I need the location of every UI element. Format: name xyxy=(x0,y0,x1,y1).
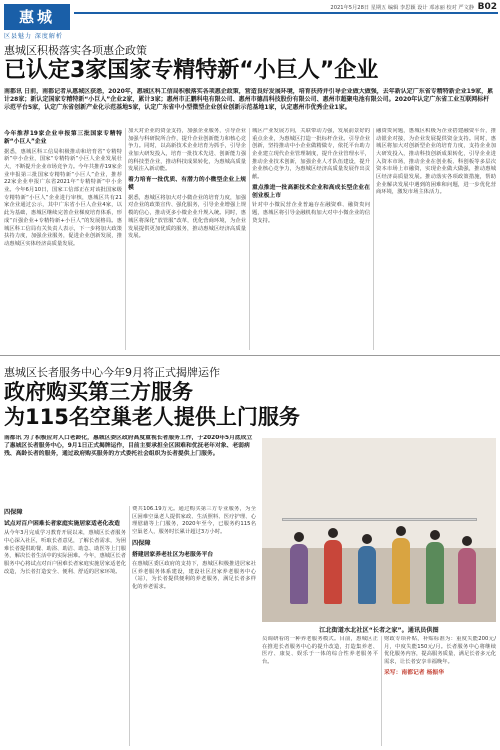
story2-col3-body: 员调研看的一种养老服务模式。目前，惠城区正在推进长者服务中心的提升改造，打造集养老、医疗、康复、娱乐于一体的综合性养老服务平台。 xyxy=(262,636,378,666)
story2-lead: 南都讯 为了积极应对人口老龄化，惠城区委区政府高度重视长者服务工作，于2020年5月底成立了惠城区长者服务中心，9月1日正式揭牌运作，目前主要承担全区困难和优抚老年对象、老弱病残、高龄长者的服务，通过政府购买服务的方式委托社会组织为长者提供上门服务。 xyxy=(4,435,253,457)
story2-kicker: 惠城区长者服务中心今年9月将正式揭牌运作 xyxy=(4,366,220,379)
story2-subhead2b: 搭建居家养老社区为老服务平台 xyxy=(132,551,214,558)
story2-col2 xyxy=(132,506,256,746)
section-logo: 惠城 xyxy=(4,4,70,30)
story1-headline: 已认定3家国家专精特新“小巨人”企业 xyxy=(4,58,379,83)
story1-col4 xyxy=(376,128,496,350)
story2-headline-line2: 为115名空巢老人提供上门服务 xyxy=(4,405,300,429)
byline: 采写：南都记者 杨振华 xyxy=(384,669,444,676)
story1-col2 xyxy=(128,128,246,350)
section-tagline: 区县魅力 深度解析 xyxy=(4,33,63,40)
story1-subhead2: 着力培育一批优质、有潜力的小微型企业上规模 xyxy=(128,177,246,192)
story1-subhead1: 今年推荐19家企业申报第三批国家专精特新“小巨人”企业 xyxy=(4,131,122,146)
story2-col2-body: 费共106.19万元。通过购买第三方专业服务，为全区困难空巢老人提供家政、生活照料、医疗护理、心理慰藉等上门服务，2020年至今，已服务约115名空巢老人，服务时长累计超过3万小时。 xyxy=(132,506,256,536)
story2-subhead2: 四保障 xyxy=(132,539,151,547)
masthead xyxy=(0,0,500,40)
story2-col4-body: 财政专项补贴，补贴标准为：重度失能200元/月，中度失能150元/月。长者服务中心将继续优化服务内容，提高服务质量，满足长者多元化需求，让长者安享幸福晚年。 xyxy=(384,636,496,666)
story1-subhead3: 重点推进一批高新技术企业和高成长型企业在创业板上市 xyxy=(252,184,370,200)
story1-kicker: 惠城区积极落实各项惠企政策 xyxy=(4,44,147,57)
issue-meta: 2021年5月28日 星期五 编辑 李思颖 设计 邓冰丽 校对 严文静 xyxy=(330,5,474,11)
page-number: B02 xyxy=(477,2,497,12)
story1-col3b-body: 针对中小微民营企业普遍存在融资难、融资贵问题，惠城区将引导金融机构加大对中小微企业的信贷支持。 xyxy=(252,202,370,224)
column-divider xyxy=(373,128,374,350)
story-separator xyxy=(0,355,500,356)
story2-col4 xyxy=(384,636,496,746)
story1-col3-body: 城区产业发展方向，关联带动力强，发展前景好的重点企业，为惠城区打造一批标杆企业。引导企业创新，坚持推动中小企业做精做专，依托平台助力企业建立现代企业管理制度，提升企业管理水平，推动企业技术创新，加强企业人才队伍建设，提升企业核心竞争力，为惠城区经济高质量发展作出贡献。 xyxy=(252,128,370,181)
elderly-activity-photo xyxy=(262,438,496,622)
story2-col1 xyxy=(4,506,126,746)
story1-col1-body: 据悉，惠城区科工信局积极推动和培育省“专精特新”中小企业，国家“专精特新”小巨人企业发展壮大，不断提升企业市场竞争力。今年共推荐19家企业申报第三批国家专精特新“小巨人”企业，推荐22家企业申报广东省2021年“专精特新”中小企业。今年6月10日，国家工信部正在对该批国家级专精特新“小巨人”企业进行审核，惠城区共有21家企业通过公示，其中广东省小巨人企业4家，以此为基础，惠城区继续完善企业梯度培育体系，形成“百强企业+专精特新+小巨人”的发展格局。惠城区科工信局有关负责人表示，下一步将加大政策扶持力度，加强企业服务，促进企业创新发展，推动惠城区实体经济高质量发展。 xyxy=(4,148,122,247)
story1-col2b-body: 据悉，惠城区将加大对小微企业的培育力度，加强对企业的政策宣传、强化服务，引导企业增强上规模的信心，推动更多小微企业升规入统。同时，惠城区将深化“放管服”改革，优化营商环境，为企业发展提供更加优质的服务，推动惠城区经济高质量发展。 xyxy=(128,194,246,240)
column-divider xyxy=(125,128,126,350)
column-divider xyxy=(249,128,250,350)
story1-col1 xyxy=(4,128,122,350)
story1-col3 xyxy=(252,128,370,350)
story2-col1-body: 从今年3月完成学习教育开展以来，惠城区长者服务中心深入社区，听取长者意见，了解长者需求，为困难长者提供助餐、助浴、助洁、助急、助医等上门服务，解决长者生活中的实际困难。今年，惠城区长者服务中心将试点对百户困难长者家庭实施居家适老化改造，为长者打造安全、便利、舒适的居家环境。 xyxy=(4,530,126,575)
story2-subhead1: 四保障 xyxy=(4,509,23,516)
handrail xyxy=(282,518,477,521)
story1-col4-body: 融资贵问题，惠城区积极为企业搭建融资平台，推动银企对接，为企业发展提供资金支持。同时，惠城区将加大对创新型企业的培育力度，支持企业加大研发投入，推动科技创新成果转化，引导企业进入资本市场，推动企业在创业板、科创板等多层次资本市场上市融资，实现企业做大做强，推动惠城区经济高质量发展。推动落实各项政策措施，帮助企业解决发展中遇到的困难和问题，进一步优化营商环境，激发市场主体活力。 xyxy=(376,128,496,196)
header-rule xyxy=(74,12,498,14)
photo-caption: 江北街道水北社区“长者之家”。通讯员供图 xyxy=(319,627,439,634)
column-divider xyxy=(381,636,382,746)
story2-subhead1b: 试点对百户困难长者家庭实施居家适老化改造 xyxy=(4,520,120,527)
story1-lead: 南都讯 日前，南都记者从惠城区获悉，2020年，惠城区科工信局积极落实各项惠企政策，营造良好发展环境，培育扶持并引导企业做大做强，去年新认定广东省专精特新企业19家，累计28家；新认定国家专精特新“小巨人”企业2家，累计3家；惠州市正鹏科电有限公司、惠州市德昌科技股份有限公司、惠州市超聚电池有限公司。2020年认定广东省工业互联网标杆示范平台5家，认定广东省创新产业化示范基地5家，认定广东省中小型微型企业创业创新示范基地1家，认定惠州市优秀企业1家。 xyxy=(4,88,494,112)
story2-col3 xyxy=(262,636,378,746)
story2-col2b-body: 在惠城区委区政府的支持下，惠城区积极推进居家社区养老服务体系建设，建设社区居家养老服务中心（站），为长者提供便利的养老服务，满足长者多样化的养老需求。 xyxy=(132,561,256,591)
story2-headline-line1: 政府购买第三方服务 xyxy=(4,380,193,404)
story1-col2-body: 加大对企业的资金支持，加强企业服务，引导企业加强与科研院所合作，提升企业创新能力和核心竞争力。同时，以高新技术企业培育为抓手，引导企业加大研发投入，培育一批技术先进、创新能力强的科技型企业，推动科技成果转化，为惠城高质量发展注入新动能。 xyxy=(128,128,246,173)
column-divider xyxy=(129,506,130,746)
